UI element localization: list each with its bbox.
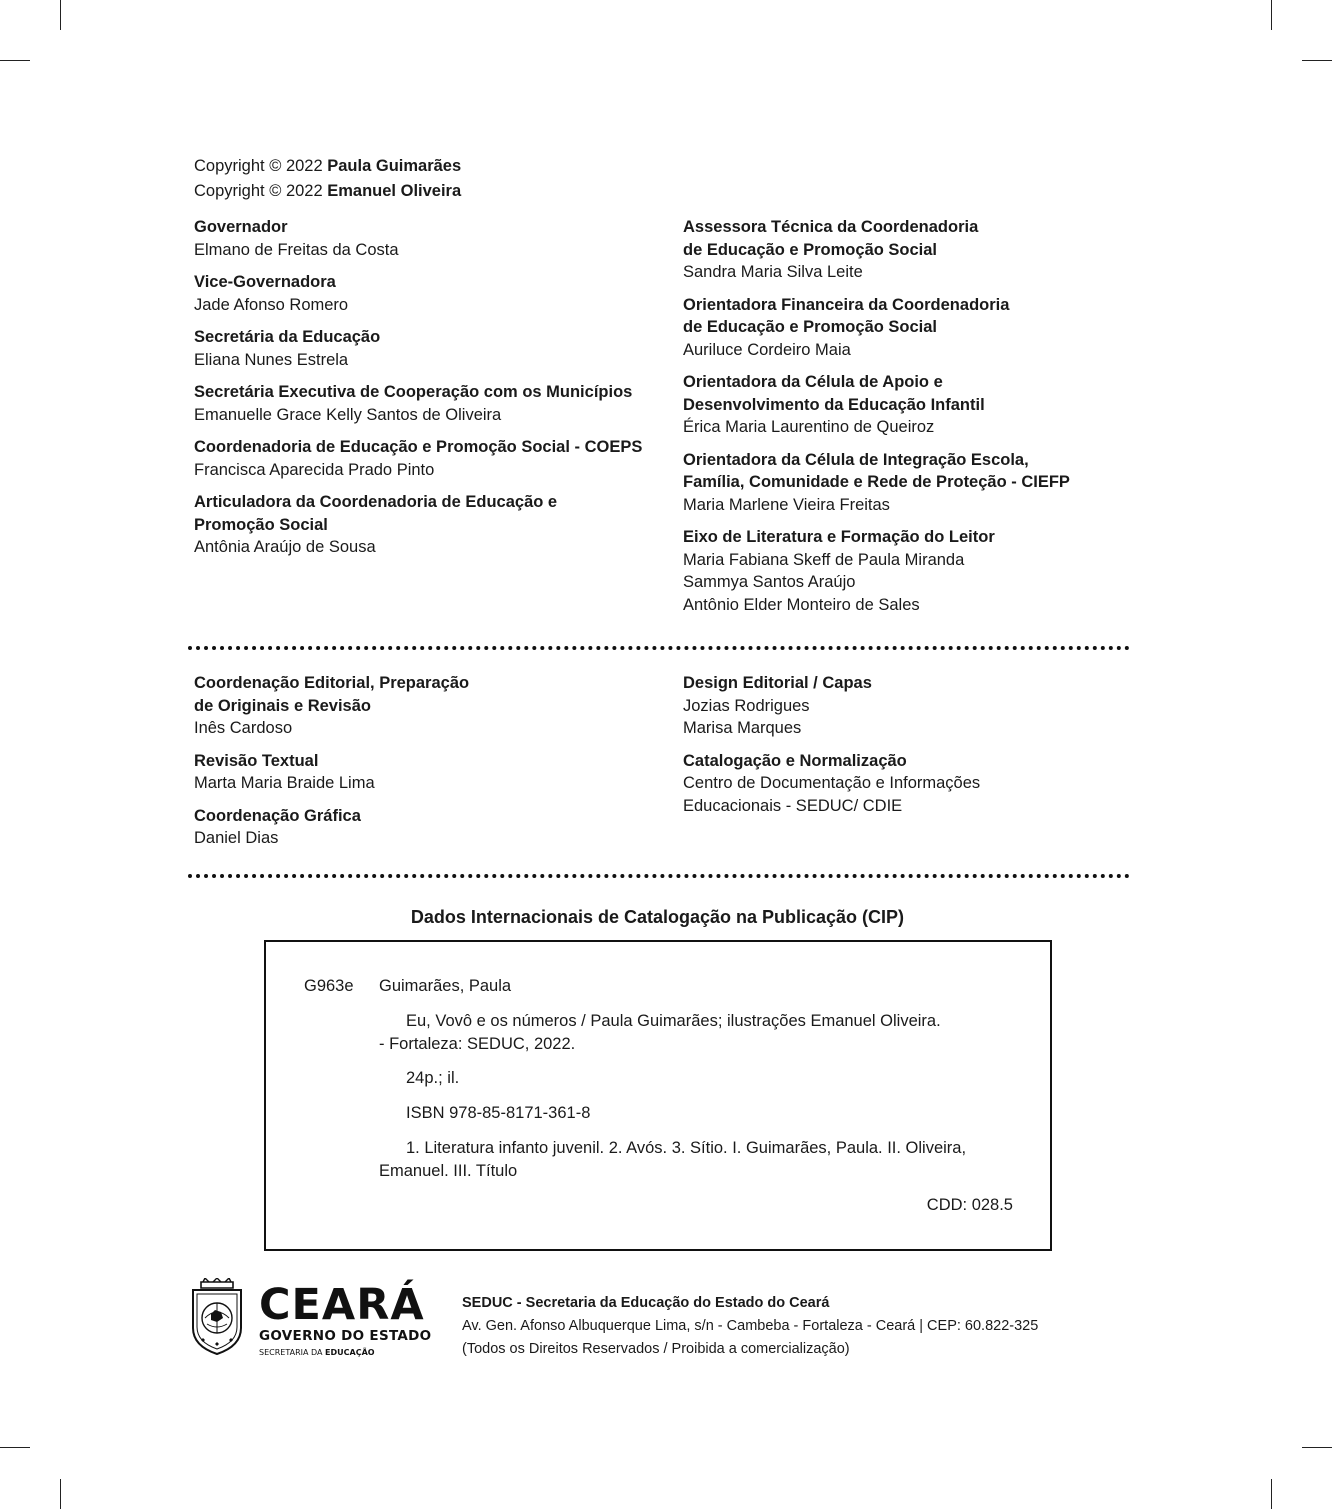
credit-person: Daniel Dias bbox=[194, 829, 279, 847]
cip-pages bbox=[379, 1067, 459, 1090]
credit-person: Marta Maria Braide Lima bbox=[194, 774, 375, 792]
credit-person: Centro de Documentação e Informações Educacionais - SEDUC/ CDIE bbox=[683, 774, 981, 815]
credit-entry bbox=[683, 526, 1103, 616]
credit-entry bbox=[194, 805, 664, 850]
cip-author: Guimarães, Paula bbox=[379, 977, 512, 995]
crop-mark bbox=[1271, 0, 1272, 30]
cip-isbn bbox=[379, 1102, 590, 1125]
cip-subjects-line: Emanuel. III. Título bbox=[379, 1162, 518, 1180]
cip-work-line: - Fortaleza: SEDUC, 2022. bbox=[379, 1035, 576, 1053]
publisher-name: SEDUC - Secretaria da Educação do Estado do Ceará bbox=[462, 1295, 830, 1311]
credit-person: Eliana Nunes Estrela bbox=[194, 350, 349, 369]
logo-subtitle: GOVERNO DO ESTADO bbox=[259, 1328, 432, 1344]
credit-entry bbox=[194, 491, 664, 559]
logo-department bbox=[259, 1348, 375, 1357]
copyright-block bbox=[194, 154, 461, 204]
credit-person: Maria Fabiana Skeff de Paula Miranda bbox=[683, 550, 965, 569]
credit-person: Maria Marlene Vieira Freitas bbox=[683, 495, 890, 514]
cip-code: G963e bbox=[304, 977, 354, 995]
credit-person: Érica Maria Laurentino de Queiroz bbox=[683, 418, 935, 436]
credit-role: Secretária da Educação bbox=[194, 328, 381, 346]
credit-entry bbox=[194, 326, 664, 371]
rights-notice: (Todos os Direitos Reservados / Proibida a comercialização) bbox=[462, 1341, 850, 1357]
credit-role: Coordenadoria de Educação e Promoção Social - COEPS bbox=[194, 438, 643, 456]
credit-person: Antônia Araújo de Sousa bbox=[194, 538, 376, 556]
crop-mark bbox=[1271, 1479, 1272, 1509]
credit-role: Secretária Executiva de Cooperação com os Municípios bbox=[194, 383, 633, 401]
copyright-holder: Paula Guimarães bbox=[327, 157, 462, 175]
credit-entry bbox=[683, 294, 1103, 362]
copyright-line bbox=[194, 179, 461, 204]
publisher-address: Av. Gen. Afonso Albuquerque Lima, s/n - Cambeba - Fortaleza - Ceará | CEP: 60.822-325 bbox=[462, 1318, 1039, 1334]
credit-person: Sandra Maria Silva Leite bbox=[683, 263, 863, 281]
cip-work-line: Eu, Vovô e os números / Paula Guimarães; ilustrações Emanuel Oliveira. bbox=[406, 1012, 941, 1030]
copyright-prefix: Copyright © 2022 bbox=[194, 182, 323, 200]
credit-entry bbox=[683, 216, 1103, 284]
cip-catalog-card bbox=[264, 940, 1052, 1251]
credit-person: Sammya Santos Araújo bbox=[683, 573, 856, 591]
credit-entry bbox=[194, 672, 664, 740]
credit-role: Coordenação Editorial, Preparação de Originais e Revisão bbox=[194, 674, 470, 715]
credit-role: Coordenação Gráfica bbox=[194, 806, 361, 825]
dotted-divider bbox=[188, 874, 1130, 878]
credit-entry bbox=[683, 449, 1103, 517]
credit-entry bbox=[194, 381, 664, 426]
crop-mark bbox=[60, 1479, 61, 1509]
logo-state-name: CEARÁ bbox=[259, 1280, 425, 1330]
copyright-line bbox=[194, 154, 461, 179]
credit-person: Antônio Elder Monteiro de Sales bbox=[683, 595, 920, 614]
credit-role: Catalogação e Normalização bbox=[683, 751, 907, 770]
credit-role: Vice-Governadora bbox=[194, 273, 336, 291]
copyright-holder: Emanuel Oliveira bbox=[327, 182, 462, 200]
publisher-footer bbox=[462, 1292, 1038, 1361]
credit-role: Eixo de Literatura e Formação do Leitor bbox=[683, 528, 995, 546]
dotted-divider bbox=[188, 646, 1130, 650]
cip-isbn-text: ISBN 978-85-8171-361-8 bbox=[406, 1104, 591, 1122]
editorial-credits bbox=[194, 672, 664, 860]
credit-person: Jade Afonso Romero bbox=[194, 295, 349, 314]
crop-mark bbox=[60, 0, 61, 30]
credit-person: Auriluce Cordeiro Maia bbox=[683, 340, 851, 359]
cip-cdd: CDD: 028.5 bbox=[926, 1196, 1013, 1214]
cip-subjects-line: 1. Literatura infanto juvenil. 2. Avós. 3. Sítio. I. Guimarães, Paula. II. Oliveira, bbox=[406, 1139, 967, 1157]
credit-person: Elmano de Freitas da Costa bbox=[194, 240, 399, 259]
cip-work bbox=[379, 1010, 1019, 1056]
cip-pages-text: 24p.; il. bbox=[406, 1069, 460, 1087]
design-credits bbox=[683, 672, 1023, 827]
ceara-government-logo bbox=[187, 1278, 437, 1360]
credit-entry bbox=[194, 436, 664, 481]
credit-person: Marisa Marques bbox=[683, 719, 802, 737]
credit-entry bbox=[194, 216, 664, 261]
cip-subjects bbox=[379, 1137, 1019, 1183]
credit-person: Inês Cardoso bbox=[194, 719, 293, 737]
logo-dept-prefix: SECRETARIA DA bbox=[259, 1348, 323, 1357]
credit-entry bbox=[683, 750, 1023, 818]
coat-of-arms-icon bbox=[187, 1278, 247, 1356]
logo-dept-name: EDUCAÇÃO bbox=[325, 1348, 375, 1357]
credit-person: Jozias Rodrigues bbox=[683, 696, 810, 715]
crop-mark bbox=[0, 1447, 30, 1448]
crop-mark bbox=[0, 60, 30, 61]
credit-role: Governador bbox=[194, 218, 288, 236]
credit-entry bbox=[683, 371, 1103, 439]
coordination-credits bbox=[683, 216, 1103, 626]
credit-role: Orientadora da Célula de Integração Escola, Família, Comunidade e Rede de Proteção - CIEFP bbox=[683, 450, 1070, 491]
credit-role: Design Editorial / Capas bbox=[683, 674, 872, 692]
cip-title: Dados Internacionais de Catalogação na Publicação (CIP) bbox=[410, 907, 905, 927]
copyright-prefix: Copyright © 2022 bbox=[194, 157, 323, 175]
credit-entry bbox=[194, 271, 664, 316]
crop-mark bbox=[1302, 60, 1332, 61]
crop-mark bbox=[1302, 1447, 1332, 1448]
government-credits bbox=[194, 216, 664, 569]
credit-role: Revisão Textual bbox=[194, 751, 319, 770]
credit-entry bbox=[194, 750, 664, 795]
credit-role: Articuladora da Coordenadoria de Educação e Promoção Social bbox=[194, 493, 558, 534]
credit-entry bbox=[683, 672, 1023, 740]
credit-person: Francisca Aparecida Prado Pinto bbox=[194, 460, 435, 479]
credit-role: Orientadora Financeira da Coordenadoria de Educação e Promoção Social bbox=[683, 295, 1010, 336]
credit-person: Emanuelle Grace Kelly Santos de Oliveira bbox=[194, 405, 502, 424]
credit-role: Assessora Técnica da Coordenadoria de Educação e Promoção Social bbox=[683, 218, 979, 259]
credit-role: Orientadora da Célula de Apoio e Desenvolvimento da Educação Infantil bbox=[683, 373, 985, 414]
